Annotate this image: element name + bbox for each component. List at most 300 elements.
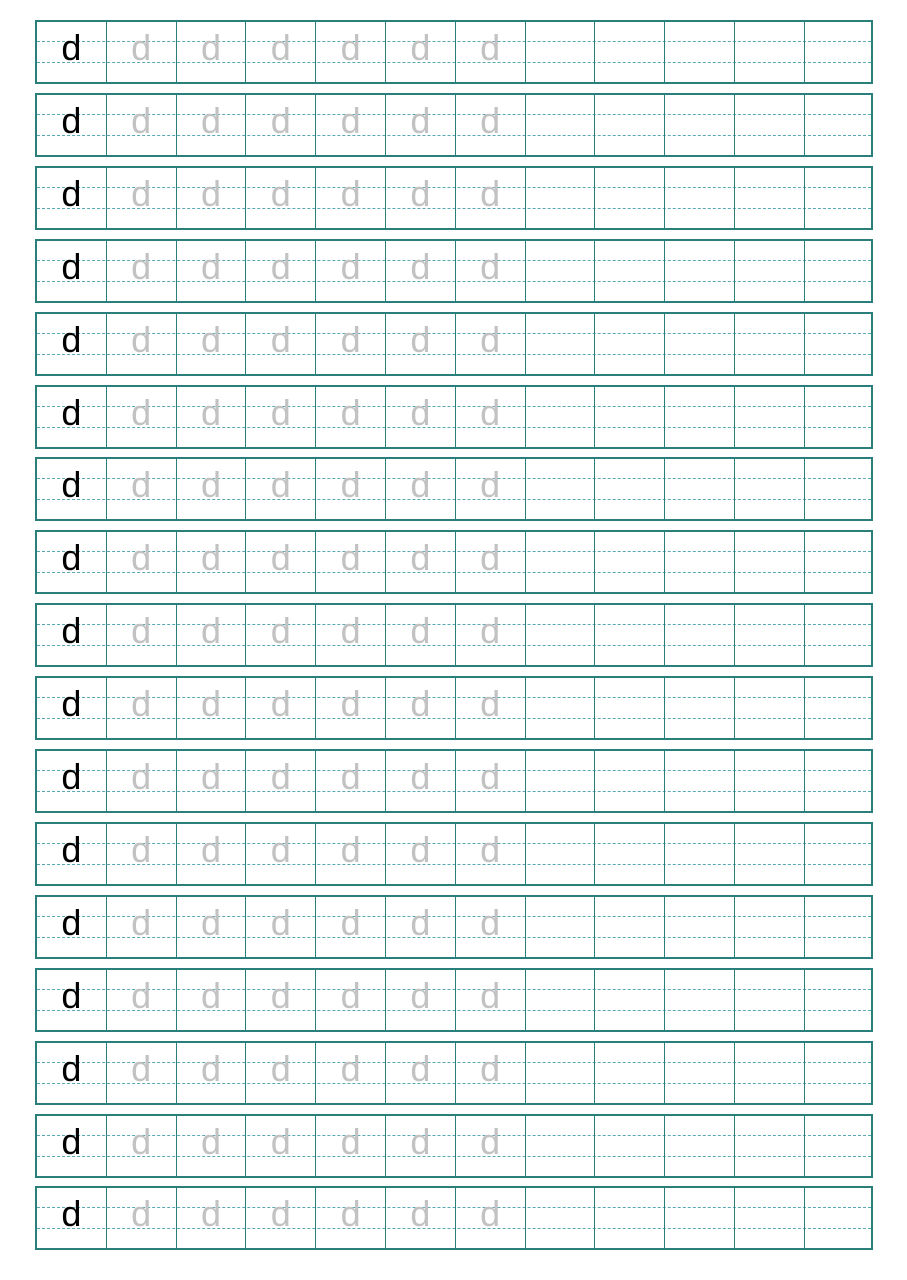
trace-letter: d <box>131 683 152 725</box>
trace-letter: d <box>410 974 431 1016</box>
trace-letter: d <box>340 610 361 652</box>
trace-letter: d <box>480 828 501 870</box>
trace-letter: d <box>131 610 152 652</box>
trace-letter: d <box>340 27 361 68</box>
trace-letter: d <box>131 1120 152 1162</box>
trace-letter-cell <box>316 532 386 592</box>
trace-letter: d <box>410 1120 431 1162</box>
trace-letter-cell <box>177 459 247 519</box>
empty-writing-cell <box>735 168 805 228</box>
model-letter: d <box>61 756 82 797</box>
trace-letter: d <box>340 464 361 506</box>
trace-letter: d <box>340 537 361 579</box>
trace-letter-cell <box>107 1043 177 1103</box>
empty-writing-cell <box>735 314 805 374</box>
trace-letter-cell <box>246 314 316 374</box>
trace-letter-cell <box>107 459 177 519</box>
trace-letter-cell <box>316 1188 386 1248</box>
trace-letter-cell <box>246 751 316 811</box>
trace-letter: d <box>270 172 291 214</box>
trace-letter-cell <box>177 387 247 447</box>
model-letter: d <box>61 172 82 214</box>
trace-letter: d <box>480 1047 501 1089</box>
empty-writing-cell <box>735 751 805 811</box>
practice-row <box>35 895 873 959</box>
model-letter: d <box>61 1193 82 1235</box>
trace-letter: d <box>200 245 221 287</box>
empty-writing-cell <box>665 532 735 592</box>
trace-letter-cell <box>246 605 316 665</box>
model-letter-cell <box>37 1188 107 1248</box>
trace-letter-cell <box>316 314 386 374</box>
trace-letter-cell <box>177 605 247 665</box>
model-letter-cell <box>37 459 107 519</box>
trace-letter-cell <box>456 532 526 592</box>
trace-letter: d <box>410 756 431 797</box>
empty-writing-cell <box>526 1043 596 1103</box>
trace-letter: d <box>480 1120 501 1162</box>
model-letter-cell <box>37 387 107 447</box>
trace-letter-cell <box>246 22 316 82</box>
trace-letter: d <box>410 318 431 360</box>
trace-letter: d <box>480 318 501 360</box>
empty-writing-cell <box>735 605 805 665</box>
trace-letter: d <box>410 27 431 68</box>
empty-writing-cell <box>526 95 596 155</box>
trace-letter: d <box>480 610 501 652</box>
model-letter-cell <box>37 751 107 811</box>
trace-letter-cell <box>316 22 386 82</box>
empty-writing-cell <box>805 751 875 811</box>
trace-letter-cell <box>316 241 386 301</box>
trace-letter-cell <box>316 970 386 1030</box>
trace-letter: d <box>200 828 221 870</box>
empty-writing-cell <box>665 168 735 228</box>
trace-letter: d <box>200 391 221 433</box>
trace-letter: d <box>200 756 221 797</box>
trace-letter-cell <box>246 678 316 738</box>
trace-letter: d <box>410 464 431 506</box>
trace-letter-cell <box>177 1188 247 1248</box>
trace-letter-cell <box>316 824 386 884</box>
empty-writing-cell <box>735 1043 805 1103</box>
model-letter: d <box>61 974 82 1016</box>
trace-letter-cell <box>246 95 316 155</box>
empty-writing-cell <box>805 168 875 228</box>
trace-letter: d <box>270 1047 291 1089</box>
empty-writing-cell <box>735 1188 805 1248</box>
model-letter: d <box>61 901 82 943</box>
trace-letter-cell <box>107 314 177 374</box>
trace-letter: d <box>200 901 221 943</box>
model-letter: d <box>61 99 82 141</box>
trace-letter: d <box>480 464 501 506</box>
trace-letter-cell <box>386 387 456 447</box>
trace-letter: d <box>340 1193 361 1235</box>
model-letter-cell <box>37 1043 107 1103</box>
trace-letter-cell <box>107 1116 177 1176</box>
empty-writing-cell <box>735 824 805 884</box>
trace-letter: d <box>340 318 361 360</box>
empty-writing-cell <box>805 459 875 519</box>
trace-letter-cell <box>177 1043 247 1103</box>
empty-writing-cell <box>805 678 875 738</box>
empty-writing-cell <box>595 1043 665 1103</box>
empty-writing-cell <box>805 1043 875 1103</box>
trace-letter-cell <box>107 751 177 811</box>
empty-writing-cell <box>665 824 735 884</box>
trace-letter: d <box>410 1193 431 1235</box>
trace-letter: d <box>200 99 221 141</box>
trace-letter: d <box>340 683 361 725</box>
model-letter: d <box>61 683 82 725</box>
trace-letter: d <box>270 318 291 360</box>
trace-letter: d <box>200 537 221 579</box>
model-letter-cell <box>37 678 107 738</box>
practice-row <box>35 93 873 157</box>
empty-writing-cell <box>526 459 596 519</box>
empty-writing-cell <box>805 970 875 1030</box>
empty-writing-cell <box>526 970 596 1030</box>
trace-letter: d <box>200 610 221 652</box>
trace-letter-cell <box>107 22 177 82</box>
trace-letter-cell <box>246 1188 316 1248</box>
empty-writing-cell <box>526 605 596 665</box>
trace-letter: d <box>340 99 361 141</box>
empty-writing-cell <box>665 459 735 519</box>
trace-letter-cell <box>456 897 526 957</box>
trace-letter: d <box>270 610 291 652</box>
trace-letter-cell <box>107 532 177 592</box>
trace-letter-cell <box>456 241 526 301</box>
trace-letter-cell <box>456 168 526 228</box>
trace-letter: d <box>270 464 291 506</box>
empty-writing-cell <box>595 95 665 155</box>
trace-letter-cell <box>177 314 247 374</box>
empty-writing-cell <box>665 241 735 301</box>
trace-letter-cell <box>246 897 316 957</box>
trace-letter: d <box>480 537 501 579</box>
empty-writing-cell <box>805 241 875 301</box>
empty-writing-cell <box>665 1188 735 1248</box>
trace-letter: d <box>131 318 152 360</box>
trace-letter-cell <box>107 1188 177 1248</box>
trace-letter: d <box>270 974 291 1016</box>
trace-letter: d <box>340 756 361 797</box>
empty-writing-cell <box>595 22 665 82</box>
trace-letter-cell <box>456 95 526 155</box>
trace-letter-cell <box>386 241 456 301</box>
empty-writing-cell <box>665 897 735 957</box>
trace-letter: d <box>480 99 501 141</box>
empty-writing-cell <box>665 95 735 155</box>
trace-letter: d <box>131 1047 152 1089</box>
trace-letter: d <box>200 172 221 214</box>
trace-letter: d <box>410 537 431 579</box>
trace-letter-cell <box>177 1116 247 1176</box>
trace-letter-cell <box>316 605 386 665</box>
empty-writing-cell <box>665 678 735 738</box>
empty-writing-cell <box>595 459 665 519</box>
empty-writing-cell <box>526 824 596 884</box>
trace-letter-cell <box>246 970 316 1030</box>
trace-letter-cell <box>316 1043 386 1103</box>
empty-writing-cell <box>526 532 596 592</box>
model-letter: d <box>61 610 82 652</box>
model-letter-cell <box>37 1116 107 1176</box>
trace-letter-cell <box>246 532 316 592</box>
empty-writing-cell <box>526 168 596 228</box>
trace-letter-cell <box>456 314 526 374</box>
trace-letter: d <box>340 1047 361 1089</box>
empty-writing-cell <box>665 1043 735 1103</box>
empty-writing-cell <box>805 897 875 957</box>
trace-letter-cell <box>386 1188 456 1248</box>
trace-letter: d <box>410 1047 431 1089</box>
empty-writing-cell <box>735 532 805 592</box>
model-letter: d <box>61 1047 82 1089</box>
trace-letter: d <box>480 1193 501 1235</box>
trace-letter: d <box>131 974 152 1016</box>
practice-row <box>35 530 873 594</box>
trace-letter-cell <box>386 459 456 519</box>
trace-letter: d <box>200 318 221 360</box>
trace-letter-cell <box>246 241 316 301</box>
trace-letter: d <box>340 172 361 214</box>
practice-row <box>35 1114 873 1178</box>
empty-writing-cell <box>665 387 735 447</box>
model-letter: d <box>61 27 82 68</box>
empty-writing-cell <box>595 1116 665 1176</box>
trace-letter: d <box>480 27 501 68</box>
empty-writing-cell <box>526 314 596 374</box>
trace-letter: d <box>270 1193 291 1235</box>
trace-letter-cell <box>246 387 316 447</box>
trace-letter: d <box>270 245 291 287</box>
trace-letter: d <box>340 245 361 287</box>
model-letter-cell <box>37 897 107 957</box>
trace-letter-cell <box>177 897 247 957</box>
trace-letter: d <box>270 537 291 579</box>
empty-writing-cell <box>595 1188 665 1248</box>
empty-writing-cell <box>805 387 875 447</box>
trace-letter: d <box>200 1120 221 1162</box>
trace-letter-cell <box>316 1116 386 1176</box>
trace-letter-cell <box>386 970 456 1030</box>
trace-letter: d <box>340 974 361 1016</box>
trace-letter: d <box>270 27 291 68</box>
trace-letter-cell <box>177 751 247 811</box>
model-letter: d <box>61 391 82 433</box>
model-letter-cell <box>37 970 107 1030</box>
trace-letter: d <box>480 172 501 214</box>
empty-writing-cell <box>665 970 735 1030</box>
trace-letter: d <box>340 828 361 870</box>
trace-letter-cell <box>177 95 247 155</box>
empty-writing-cell <box>595 532 665 592</box>
trace-letter-cell <box>107 970 177 1030</box>
empty-writing-cell <box>526 241 596 301</box>
trace-letter: d <box>340 391 361 433</box>
trace-letter: d <box>131 828 152 870</box>
trace-letter-cell <box>177 824 247 884</box>
empty-writing-cell <box>735 1116 805 1176</box>
trace-letter-cell <box>177 241 247 301</box>
trace-letter-cell <box>316 678 386 738</box>
trace-letter-cell <box>316 168 386 228</box>
trace-letter-cell <box>246 1043 316 1103</box>
trace-letter-cell <box>177 168 247 228</box>
practice-row <box>35 968 873 1032</box>
model-letter: d <box>61 318 82 360</box>
empty-writing-cell <box>526 1188 596 1248</box>
empty-writing-cell <box>665 314 735 374</box>
trace-letter: d <box>270 683 291 725</box>
trace-letter-cell <box>456 1116 526 1176</box>
empty-writing-cell <box>595 897 665 957</box>
empty-writing-cell <box>665 751 735 811</box>
empty-writing-cell <box>595 168 665 228</box>
model-letter-cell <box>37 168 107 228</box>
practice-row <box>35 676 873 740</box>
empty-writing-cell <box>805 95 875 155</box>
trace-letter-cell <box>246 824 316 884</box>
trace-letter-cell <box>456 824 526 884</box>
trace-letter-cell <box>456 387 526 447</box>
model-letter-cell <box>37 95 107 155</box>
trace-letter: d <box>200 464 221 506</box>
empty-writing-cell <box>735 22 805 82</box>
practice-row <box>35 603 873 667</box>
trace-letter-cell <box>386 95 456 155</box>
trace-letter-cell <box>107 168 177 228</box>
trace-letter-cell <box>456 970 526 1030</box>
empty-writing-cell <box>735 678 805 738</box>
model-letter-cell <box>37 241 107 301</box>
trace-letter: d <box>410 610 431 652</box>
empty-writing-cell <box>805 532 875 592</box>
empty-writing-cell <box>805 1188 875 1248</box>
trace-letter-cell <box>386 314 456 374</box>
model-letter: d <box>61 537 82 579</box>
practice-row <box>35 749 873 813</box>
empty-writing-cell <box>805 1116 875 1176</box>
trace-letter-cell <box>386 22 456 82</box>
empty-writing-cell <box>595 314 665 374</box>
empty-writing-cell <box>526 751 596 811</box>
trace-letter-cell <box>107 95 177 155</box>
trace-letter: d <box>340 901 361 943</box>
trace-letter: d <box>340 1120 361 1162</box>
empty-writing-cell <box>665 605 735 665</box>
practice-row <box>35 1041 873 1105</box>
trace-letter-cell <box>456 751 526 811</box>
empty-writing-cell <box>735 387 805 447</box>
trace-letter-cell <box>107 824 177 884</box>
trace-letter: d <box>200 27 221 68</box>
trace-letter-cell <box>107 387 177 447</box>
trace-letter-cell <box>316 897 386 957</box>
empty-writing-cell <box>595 824 665 884</box>
trace-letter: d <box>480 683 501 725</box>
trace-letter: d <box>410 172 431 214</box>
practice-row <box>35 822 873 886</box>
trace-letter-cell <box>246 168 316 228</box>
empty-writing-cell <box>805 22 875 82</box>
trace-letter: d <box>480 756 501 797</box>
practice-row <box>35 20 873 84</box>
empty-writing-cell <box>665 1116 735 1176</box>
trace-letter-cell <box>386 678 456 738</box>
trace-letter-cell <box>456 459 526 519</box>
trace-letter-cell <box>316 751 386 811</box>
trace-letter-cell <box>246 459 316 519</box>
model-letter: d <box>61 245 82 287</box>
trace-letter-cell <box>177 970 247 1030</box>
trace-letter-cell <box>177 532 247 592</box>
trace-letter: d <box>410 683 431 725</box>
practice-row <box>35 166 873 230</box>
trace-letter-cell <box>456 22 526 82</box>
trace-letter: d <box>131 537 152 579</box>
trace-letter-cell <box>177 22 247 82</box>
trace-letter-cell <box>246 1116 316 1176</box>
trace-letter: d <box>270 756 291 797</box>
trace-letter-cell <box>456 678 526 738</box>
empty-writing-cell <box>526 22 596 82</box>
trace-letter-cell <box>177 678 247 738</box>
trace-letter: d <box>480 901 501 943</box>
trace-letter: d <box>270 828 291 870</box>
trace-letter: d <box>200 1047 221 1089</box>
trace-letter-cell <box>386 897 456 957</box>
trace-letter: d <box>270 391 291 433</box>
trace-letter-cell <box>316 459 386 519</box>
trace-letter: d <box>410 828 431 870</box>
trace-letter: d <box>410 391 431 433</box>
trace-letter-cell <box>107 241 177 301</box>
empty-writing-cell <box>595 970 665 1030</box>
empty-writing-cell <box>595 241 665 301</box>
trace-letter: d <box>270 1120 291 1162</box>
trace-letter: d <box>410 99 431 141</box>
empty-writing-cell <box>526 897 596 957</box>
trace-letter: d <box>270 901 291 943</box>
empty-writing-cell <box>735 95 805 155</box>
empty-writing-cell <box>805 314 875 374</box>
trace-letter: d <box>131 99 152 141</box>
trace-letter: d <box>131 245 152 287</box>
trace-letter-cell <box>456 1188 526 1248</box>
trace-letter-cell <box>316 95 386 155</box>
trace-letter-cell <box>386 1116 456 1176</box>
empty-writing-cell <box>526 678 596 738</box>
practice-row <box>35 385 873 449</box>
trace-letter: d <box>131 391 152 433</box>
trace-letter: d <box>200 683 221 725</box>
empty-writing-cell <box>735 241 805 301</box>
trace-letter-cell <box>107 897 177 957</box>
trace-letter-cell <box>107 605 177 665</box>
model-letter: d <box>61 464 82 506</box>
empty-writing-cell <box>595 387 665 447</box>
trace-letter-cell <box>456 1043 526 1103</box>
empty-writing-cell <box>526 1116 596 1176</box>
model-letter: d <box>61 1120 82 1162</box>
trace-letter: d <box>131 901 152 943</box>
trace-letter: d <box>200 1193 221 1235</box>
empty-writing-cell <box>665 22 735 82</box>
